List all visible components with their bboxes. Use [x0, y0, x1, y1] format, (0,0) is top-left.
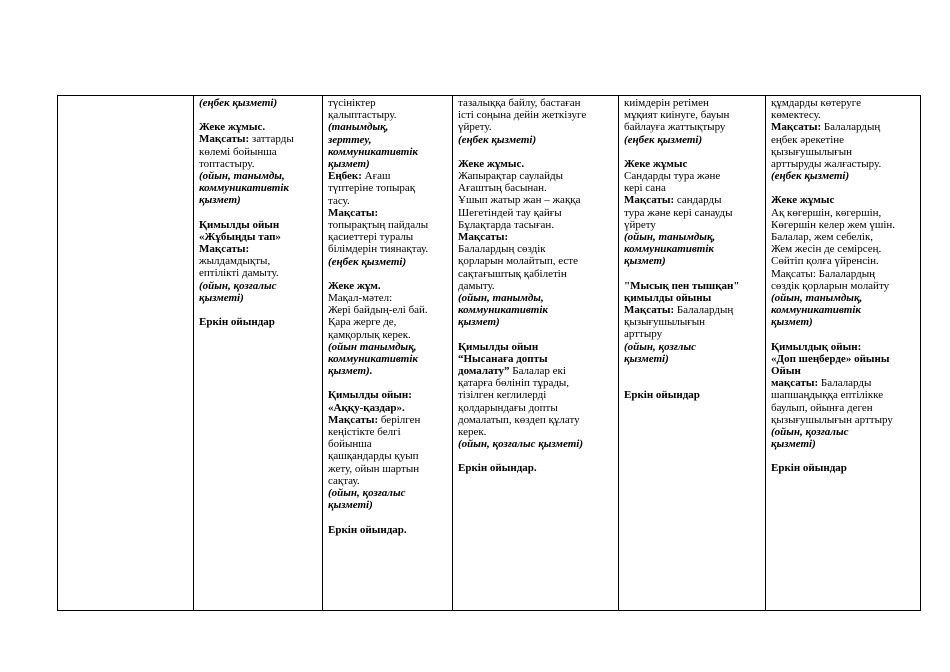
text-line: (ойын, танымды, — [458, 292, 544, 305]
text-line: қорларын молайтып, есте — [458, 255, 578, 268]
text-line: Қимылды ойын: — [328, 389, 412, 402]
schedule-table — [57, 95, 921, 611]
table-cell-2 — [323, 96, 453, 611]
text-line: "Мысық пен тышқан" — [624, 279, 740, 292]
text-line: Жеке жұмыс — [771, 194, 835, 207]
text-line: домалатып, көздеп құлату — [458, 413, 580, 426]
text-line: дамыту. — [458, 279, 495, 292]
text-line: қызметі) — [624, 352, 669, 365]
text-line: «Жұбыңды тап» — [199, 230, 281, 243]
text-line: «Аққу-қаздар». — [328, 401, 405, 414]
text-line: жылдамдықты, — [199, 255, 271, 268]
text-line — [624, 268, 761, 280]
text-line: Шегетіндей тау қайғы — [458, 206, 562, 219]
text-line: қызмет). — [328, 365, 373, 378]
text-line: ептілікті дамыту. — [199, 267, 279, 280]
text-line: білімдерін тиянақтау. — [328, 243, 429, 256]
text-line: Мақсаты: сандарды — [624, 194, 722, 207]
text-line: (еңбек қызметі) — [328, 255, 407, 268]
text-line: Жеке жұмыс — [624, 157, 688, 170]
text-line: Ойын — [771, 365, 801, 378]
text-line: Жеке жұмыс. — [458, 157, 525, 170]
text-line: Сөйтіп қолға үйренсін. — [771, 255, 879, 268]
text-line: істі соңына дейін жеткізуге — [458, 109, 587, 122]
text-line — [771, 450, 916, 462]
text-line: қимылды ойыны — [624, 291, 712, 304]
text-line: байлауға жаттықтыру — [624, 121, 726, 134]
text-line: қызмет) — [199, 194, 241, 207]
text-line: мақсаты: Балаларды — [771, 377, 872, 390]
text-line: коммуникативтік — [458, 304, 548, 317]
text-line: “Нысанаға допты — [458, 352, 548, 365]
text-line: (ойын танымдық, — [328, 340, 417, 353]
text-line: Бұлақтарда тасыған. — [458, 218, 555, 231]
text-line: (еңбек қызметі) — [199, 97, 278, 109]
text-line — [624, 146, 761, 158]
text-line — [199, 207, 318, 219]
text-line: Мақсаты: заттарды — [199, 133, 294, 146]
text-line: қызмет) — [458, 316, 500, 329]
text-line — [458, 450, 614, 462]
text-line: (ойын, танымды, — [199, 170, 285, 183]
text-line: үйрету — [624, 218, 656, 231]
text-line: қасиеттері туралы — [328, 231, 414, 244]
text-line: Жеке жұм. — [328, 279, 381, 292]
text-line: сөздік қорларын молайту — [771, 279, 890, 292]
text-line: шапшаңдыққа ептілікке — [771, 389, 884, 402]
text-line: Еркін ойындар — [624, 389, 700, 402]
text-line: (еңбек қызметі) — [624, 133, 703, 146]
text-line: зерттеу, — [328, 133, 372, 146]
text-line: Жері байдың-елі бай. — [328, 304, 428, 317]
text-line: қашқандарды қуып — [328, 450, 419, 463]
text-line: тасу. — [328, 194, 350, 207]
table-cell-4 — [619, 96, 766, 611]
text-line: (ойын, қозғалыс қызметі) — [458, 438, 583, 451]
text-line: Көгершін келер жем үшін. — [771, 218, 896, 231]
text-line: тізілген кеглилерді — [458, 389, 547, 402]
text-line: тура және кері санауды — [624, 206, 733, 219]
text-line: Еркін ойындар — [199, 316, 275, 329]
text-line: қызығушылығын — [771, 145, 853, 158]
text-line: Еңбек: Ағаш — [328, 170, 391, 183]
text-line: (ойын, танымдық, — [771, 292, 863, 305]
text-line: қызығушылығын арттыру — [771, 413, 893, 426]
text-line: Сандарды тура және — [624, 170, 721, 183]
text-line: қызмет) — [328, 158, 370, 171]
text-line: Қимылды ойын — [199, 218, 280, 231]
text-line — [771, 329, 916, 341]
text-line: (танымдық, — [328, 121, 389, 134]
text-line: Жем жесін де семірсең. — [771, 243, 882, 256]
text-line — [328, 268, 448, 280]
text-line: Мақсаты: Балалардың — [771, 121, 881, 134]
text-line: Жапырақтар саулайды — [458, 170, 563, 183]
text-line: кері сана — [624, 182, 666, 195]
text-line: Қимылдық ойын: — [771, 340, 862, 353]
text-line: Ұшып жатыр жан – жаққа — [458, 194, 581, 207]
text-line — [458, 146, 614, 158]
text-line: жету, ойын шартын — [328, 462, 420, 475]
text-line: түсініктер — [328, 97, 376, 109]
text-line: бойынша — [328, 438, 372, 451]
text-line: Балалардың сөздік — [458, 243, 546, 256]
text-line — [199, 304, 318, 316]
text-line: Еркін ойындар. — [328, 523, 407, 536]
text-line: арттыруды жалғастыру. — [771, 158, 882, 171]
text-line: коммуникативтік — [328, 145, 418, 158]
text-line: керек. — [458, 426, 487, 439]
text-line: Мақсаты: — [458, 231, 509, 244]
text-line: қызметі) — [199, 291, 244, 304]
text-line: түптеріне топырақ — [328, 182, 416, 195]
text-line: Мақсаты: берілген — [328, 413, 421, 426]
text-line: қызмет) — [771, 316, 813, 329]
text-line — [771, 182, 916, 194]
text-line: топырақтың пайдалы — [328, 219, 429, 232]
text-line: коммуникативтік — [624, 243, 714, 256]
text-line: көлемі бойынша — [199, 145, 277, 158]
text-line: қызығушылығын — [624, 316, 706, 329]
text-line: домалату” Балалар екі — [458, 365, 566, 378]
text-line: құмдарды көтеруге — [771, 97, 862, 109]
text-line: (ойын, танымдық, — [624, 231, 716, 244]
text-line: Еркін ойындар. — [458, 462, 537, 475]
text-line: (еңбек қызметі) — [771, 170, 850, 183]
text-line: Еркін ойындар — [771, 462, 847, 475]
text-line: сақтау. — [328, 474, 360, 487]
text-line — [458, 329, 614, 341]
text-line: кеңістікте белгі — [328, 426, 401, 439]
text-line: көмектесу. — [771, 109, 821, 122]
text-line — [624, 365, 761, 377]
text-line: еңбек әрекетіне — [771, 133, 845, 146]
table-cell-3 — [453, 96, 619, 611]
text-line: Балалар, жем себелік, — [771, 231, 874, 244]
text-line: қалыптастыру. — [328, 109, 397, 122]
text-line: Мақсаты: Балалардың — [624, 304, 734, 317]
text-line: коммуникативтік — [771, 304, 861, 317]
text-line: Ақ көгершін, көгершін, — [771, 206, 882, 219]
text-line: Қимылды ойын — [458, 340, 539, 353]
text-line: (ойын, қозғалыс — [328, 487, 406, 500]
text-line: баулып, ойынға деген — [771, 401, 873, 414]
text-line: тазалыққа байлу, бастаған — [458, 97, 581, 109]
table-row — [58, 96, 921, 611]
text-line: қамқорлық керек. — [328, 328, 411, 341]
text-line: Мақсаты: — [199, 243, 250, 256]
text-line — [328, 512, 448, 524]
text-line: (ойын, қозғалыс — [771, 426, 849, 439]
text-line: киімдерін ретімен — [624, 97, 709, 109]
text-line: топтастыру. — [199, 157, 255, 170]
text-line — [328, 377, 448, 389]
text-line: (ойын, қозғлыс — [624, 340, 696, 353]
text-line — [199, 109, 318, 121]
text-line: Қара жерге де, — [328, 316, 397, 329]
text-line: Мақсаты: — [328, 206, 379, 219]
text-line: қызметі) — [328, 499, 373, 512]
text-line: мұқият киінуге, бауын — [624, 109, 730, 122]
text-line: (ойын, қозғалыс — [199, 279, 277, 292]
text-line: қолдарындағы допты — [458, 401, 558, 414]
table-cell-empty — [58, 96, 194, 611]
text-line: коммуникативтік — [199, 182, 289, 195]
text-line: арттыру — [624, 328, 663, 341]
text-line: қызметі) — [771, 438, 816, 451]
text-line — [624, 377, 761, 389]
text-line: коммуникативтік — [328, 353, 418, 366]
table-cell-5 — [766, 96, 921, 611]
text-line: Жеке жұмыс. — [199, 121, 266, 134]
text-line: (еңбек қызметі) — [458, 133, 537, 146]
text-line: Ағаштың басынан. — [458, 182, 547, 195]
text-line: қызмет) — [624, 255, 666, 268]
text-line: Мақсаты: Балалардың — [771, 267, 875, 280]
text-line: сақтағыштық қабілетін — [458, 267, 567, 280]
text-line: қатарға бөлініп тұрады, — [458, 377, 570, 390]
text-line: үйрету. — [458, 121, 492, 134]
text-line: Мақал-мәтел: — [328, 292, 393, 305]
table-cell-1 — [194, 96, 323, 611]
text-line: «Доп шеңберде» ойыны — [771, 352, 890, 365]
